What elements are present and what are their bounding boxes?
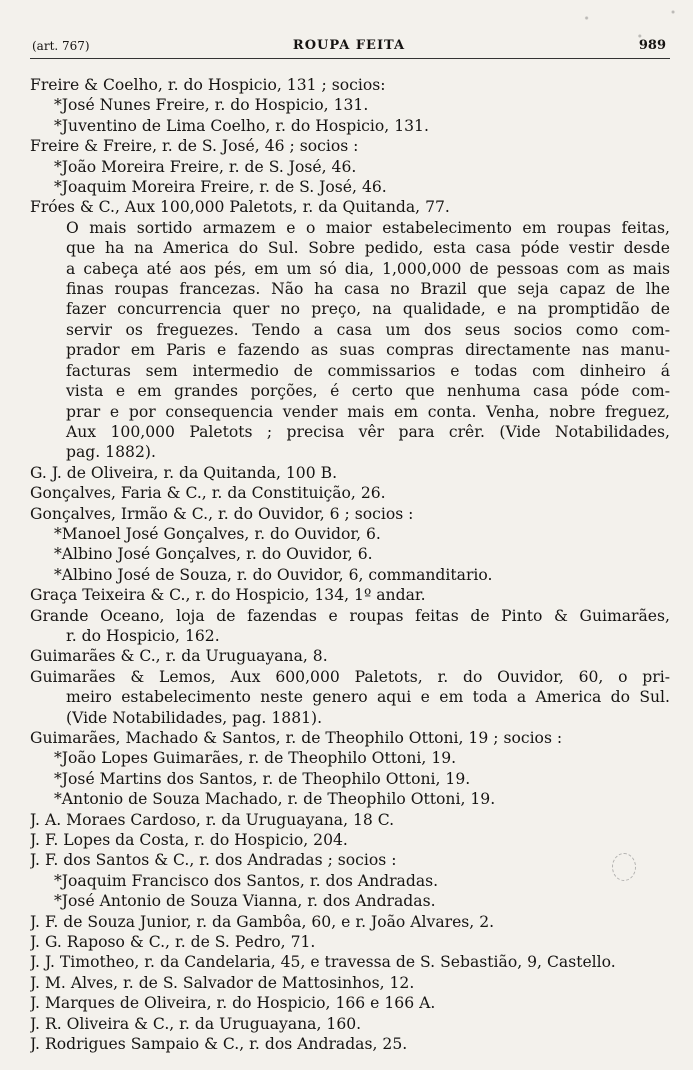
partner-entry-line: *José Martins dos Santos, r. de Theophilo Ottoni, 19. — [54, 769, 471, 788]
partner-entry-line: *Joaquim Moreira Freire, r. de S. José, 46. — [54, 178, 387, 197]
continuation-line: a cabeça até aos pés, em um só dia, 1,000,000 de pessoas com as mais — [66, 259, 670, 278]
continuation-line: O mais sortido armazem e o maior estabelecimento em roupas feitas, — [66, 218, 670, 237]
article-ref: (art. 767) — [32, 39, 90, 53]
partner-entry-line: *José Nunes Freire, r. do Hospicio, 131. — [54, 96, 369, 115]
continuation-line: servir os freguezes. Tendo a casa um dos seus socios como com- — [66, 320, 670, 339]
partner-entry-line: *Manoel José Gonçalves, r. do Ouvidor, 6. — [54, 524, 381, 543]
partner-entry-line: *João Moreira Freire, r. de S. José, 46. — [54, 157, 357, 176]
directory-entry-line: J. R. Oliveira & C., r. da Uruguayana, 160. — [30, 1014, 362, 1033]
directory-entry-line: J. Marques de Oliveira, r. do Hospicio, 166 e 166 A. — [30, 994, 436, 1013]
continuation-line: fazer concurrencia quer no preço, na qualidade, e na promptidão de — [66, 300, 670, 319]
directory-entry-line: J. F. Lopes da Costa, r. do Hospicio, 204. — [30, 831, 348, 850]
directory-entry-line: J. A. Moraes Cardoso, r. da Uruguayana, 18 C. — [30, 810, 395, 829]
continuation-line: vista e em grandes porções, é certo que nenhuma casa póde com- — [66, 382, 670, 401]
header-rule — [30, 58, 670, 59]
continuation-line: prar e por consequencia vender mais em conta. Venha, nobre freguez, — [66, 402, 670, 421]
continuation-line: meiro estabelecimento neste genero aqui e em toda a America do Sul. — [66, 688, 670, 707]
partner-entry-line: *Juventino de Lima Coelho, r. do Hospicio, 131. — [54, 116, 429, 135]
directory-entry-line: Guimarães & C., r. da Uruguayana, 8. — [30, 647, 328, 666]
continuation-line: finas roupas francezas. Não ha casa no Brazil que seja capaz de lhe — [66, 280, 670, 299]
directory-entry-line: Gonçalves, Irmão & C., r. do Ouvidor, 6 ; socios : — [30, 504, 414, 523]
continuation-line: que ha na America do Sul. Sobre pedido, esta casa póde vestir desde — [66, 239, 670, 258]
continuation-line: prador em Paris e fazendo as suas compras directamente nas manu- — [66, 341, 670, 360]
partner-entry-line: *José Antonio de Souza Vianna, r. dos Andradas. — [54, 892, 436, 911]
directory-entry-line: Grande Oceano, loja de fazendas e roupas feitas de Pinto & Guimarães, — [30, 606, 670, 625]
directory-entry-line: G. J. de Oliveira, r. da Quitanda, 100 B. — [30, 463, 338, 482]
directory-entry-line: J. F. dos Santos & C., r. dos Andradas ; socios : — [30, 851, 397, 870]
directory-entry-line: Guimarães, Machado & Santos, r. de Theophilo Ottoni, 19 ; socios : — [30, 729, 563, 747]
ink-stamp-mark — [612, 853, 636, 881]
directory-entry-line: Guimarães & Lemos, Aux 600,000 Paletots, r. do Ouvidor, 60, o pri- — [30, 667, 670, 686]
continuation-line: Aux 100,000 Paletots ; precisa vêr para crêr. (Vide Notabilidades, — [66, 422, 670, 441]
directory-entry-line: J. F. de Souza Junior, r. da Gambôa, 60, e r. João Alvares, 2. — [30, 912, 495, 931]
directory-entry-line: Fróes & C., Aux 100,000 Paletots, r. da Quitanda, 77. — [30, 198, 450, 217]
directory-entry-line: Graça Teixeira & C., r. do Hospicio, 134, 1º andar. — [30, 586, 426, 605]
page-number: 989 — [638, 38, 666, 53]
directory-entry-line: Freire & Freire, r. de S. José, 46 ; socios : — [30, 137, 359, 156]
directory-entry-line: J. Rodrigues Sampaio & C., r. dos Andradas, 25. — [30, 1035, 408, 1054]
continuation-line: r. do Hospicio, 162. — [66, 626, 220, 645]
continuation-line: (Vide Notabilidades, pag. 1881). — [66, 708, 323, 727]
partner-entry-line: *Joaquim Francisco dos Santos, r. dos Andradas. — [54, 871, 439, 890]
directory-entry-line: J. G. Raposo & C., r. de S. Pedro, 71. — [30, 933, 316, 952]
page-header — [32, 36, 666, 56]
directory-entry-line: Gonçalves, Faria & C., r. da Constituição, 26. — [30, 484, 386, 503]
continuation-line: facturas sem intermedio de commissarios e todas com dinheiro á — [66, 361, 670, 380]
directory-body — [30, 75, 670, 1055]
continuation-line: pag. 1882). — [66, 443, 156, 462]
partner-entry-line: *João Lopes Guimarães, r. de Theophilo Ottoni, 19. — [54, 749, 457, 768]
directory-entry-line: Freire & Coelho, r. do Hospicio, 131 ; socios: — [30, 76, 386, 94]
partner-entry-line: *Antonio de Souza Machado, r. de Theophilo Ottoni, 19. — [54, 790, 496, 809]
directory-entry-line: J. M. Alves, r. de S. Salvador de Mattosinhos, 12. — [30, 973, 415, 992]
partner-entry-line: *Albino José Gonçalves, r. do Ouvidor, 6. — [54, 545, 373, 564]
directory-entry-line: J. J. Timotheo, r. da Candelaria, 45, e travessa de S. Sebastião, 9, Castello. — [30, 953, 616, 972]
page-title: ROUPA FEITA — [292, 38, 406, 53]
partner-entry-line: *Albino José de Souza, r. do Ouvidor, 6, commanditario. — [54, 565, 493, 584]
